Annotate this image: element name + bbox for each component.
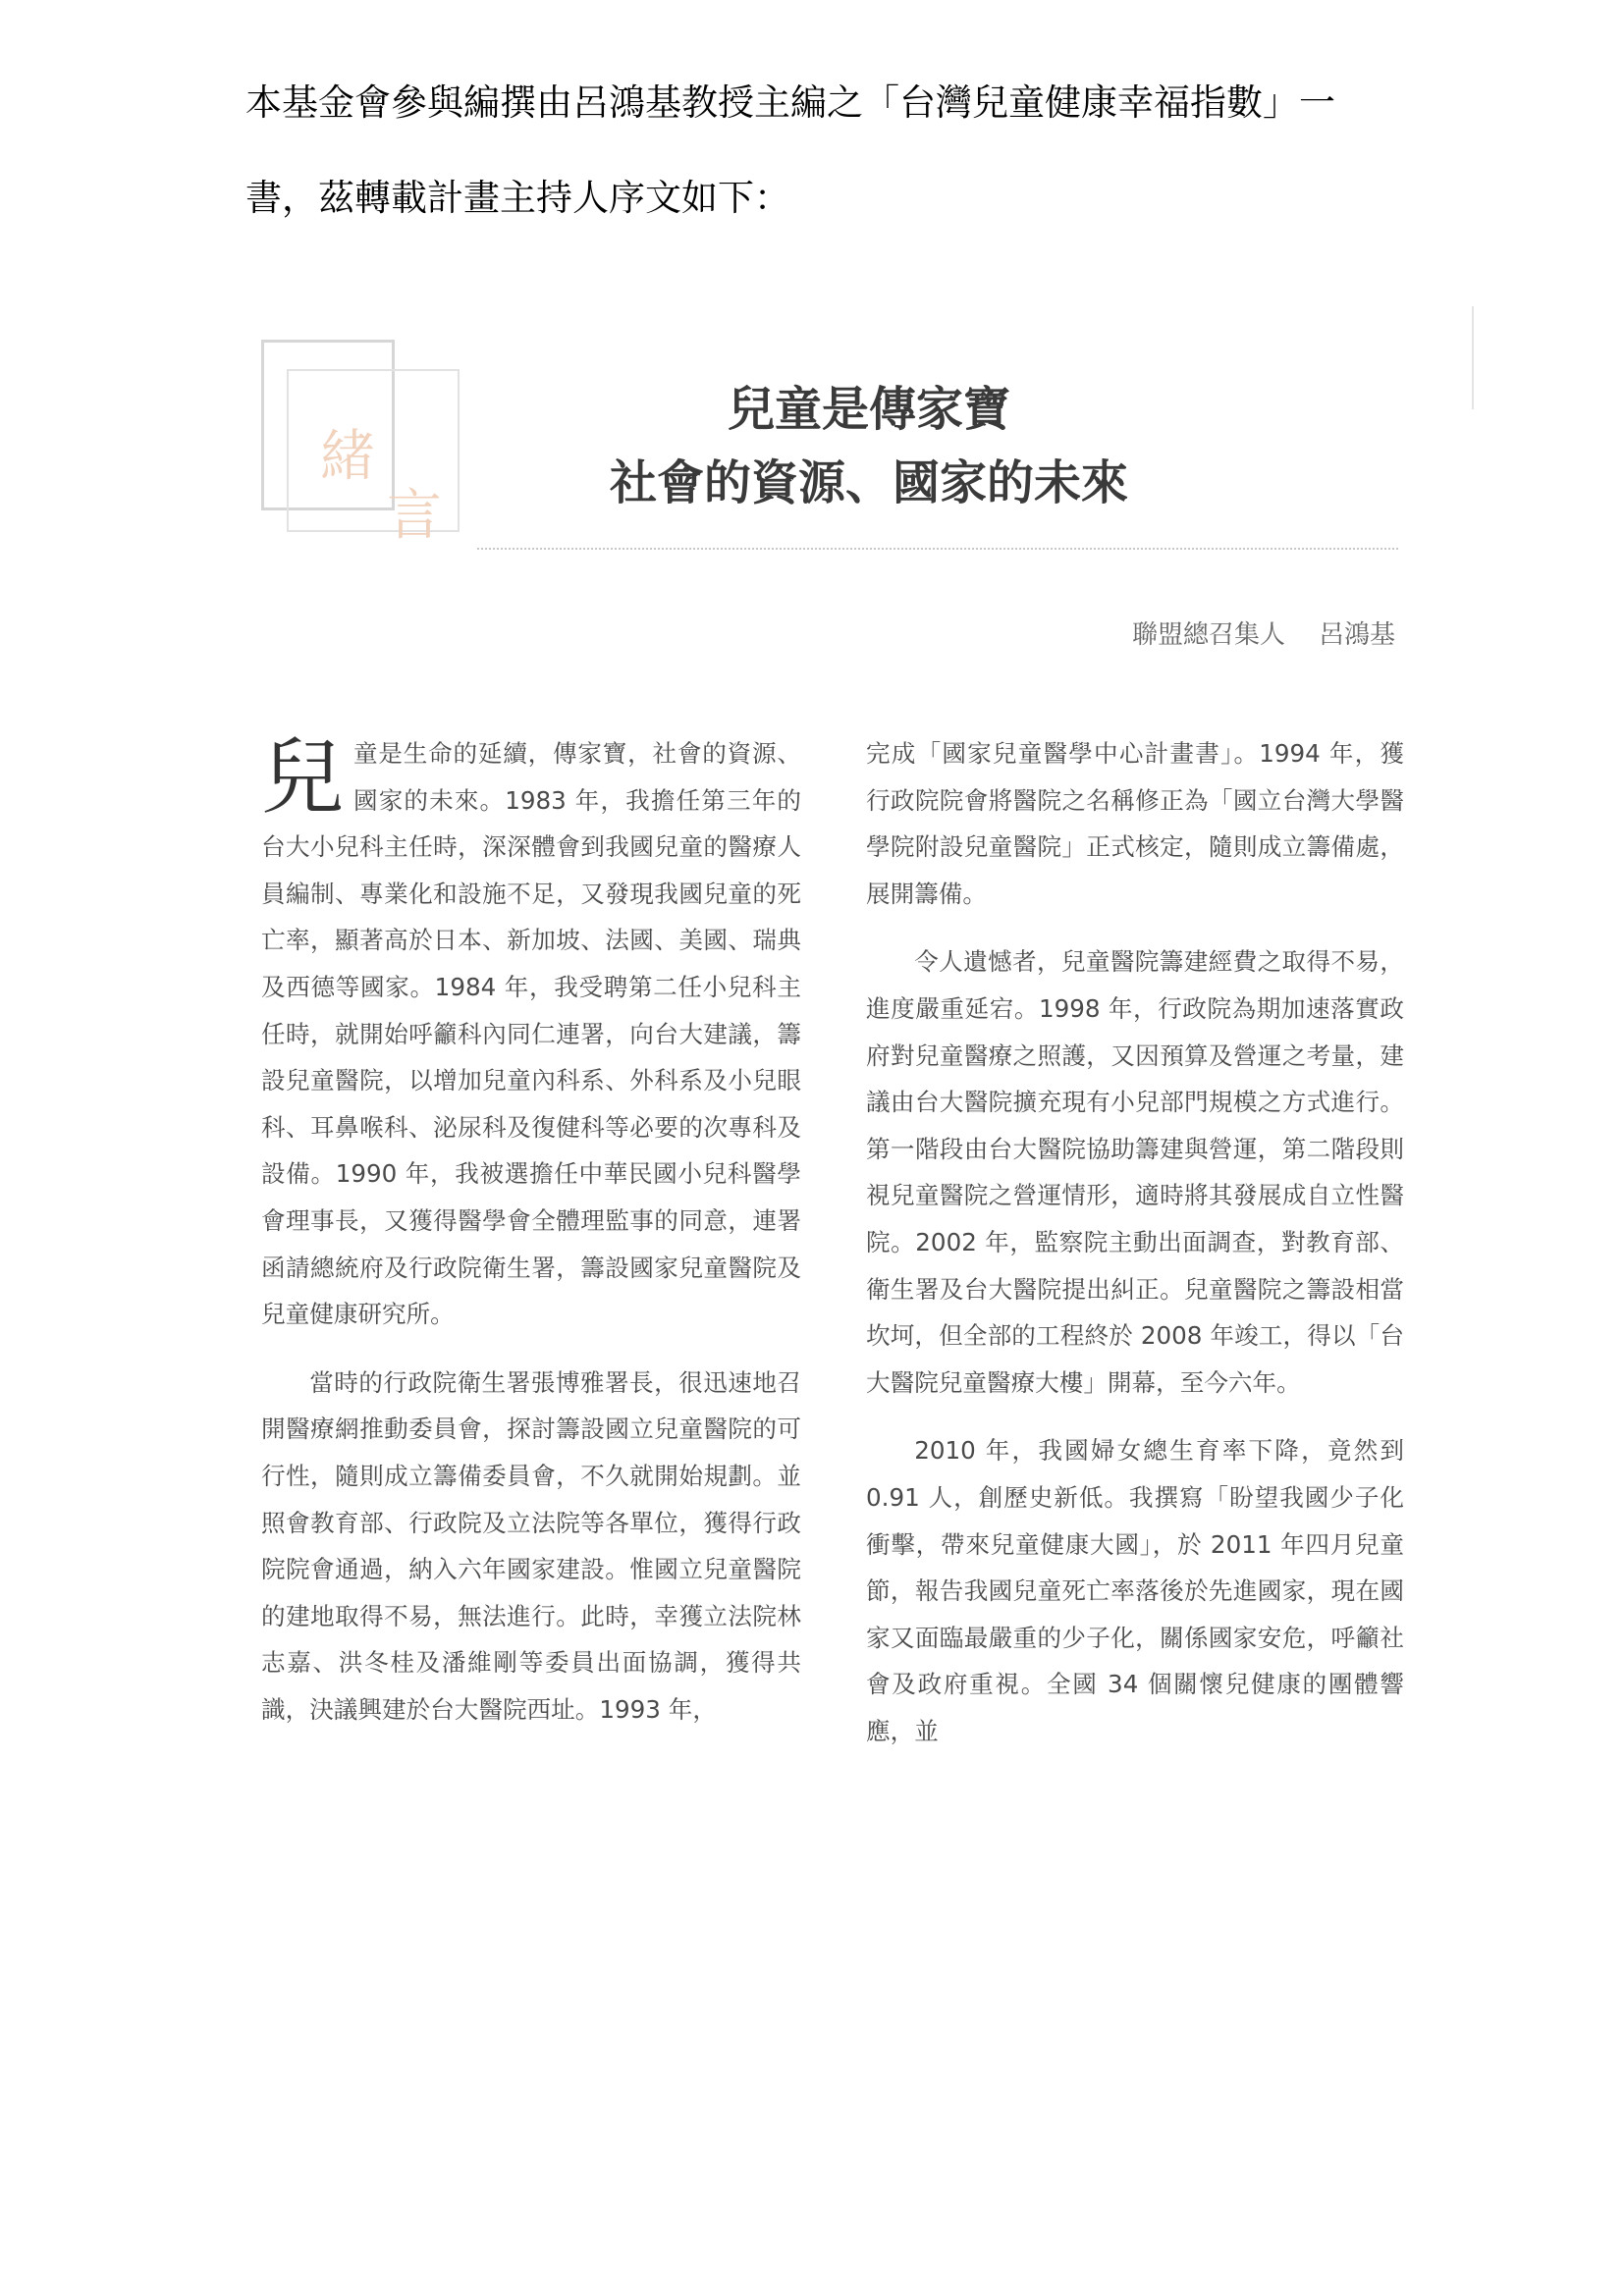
article-column-right — [866, 730, 1404, 1754]
author-name: 呂鴻基 — [1318, 620, 1395, 650]
ornament-char-1: 緒 — [320, 425, 375, 489]
paragraph: 2010 年，我國婦女總生育率下降，竟然到 0.91 人，創歷史新低。我撰寫「盼望我國少子化衝擊，帶來兒童健康大國」，於 2011 年四月兒童節，報告我國兒童死亡率落後於先進國家，現在國家又面臨最嚴重的少子化，關係國家安危，呼籲社會及政府重視。全國 34 個關懷兒健康的團體響應，並 — [866, 1436, 1404, 1745]
scan-edge-line — [1472, 306, 1474, 409]
author-role: 聯盟總召集人 — [1131, 620, 1285, 650]
paragraph — [261, 730, 801, 1338]
ornament-char-2: 言 — [387, 484, 442, 548]
intro-line-1: 本基金會參與編撰由呂鴻基教授主編之「台灣兒童健康幸福指數」一 — [245, 81, 1335, 124]
article-column-left — [261, 730, 801, 1733]
article-title-line-2: 社會的資源、國家的未來 — [609, 455, 1128, 510]
title-divider — [477, 548, 1398, 550]
article-title-line-1: 兒童是傳家寶 — [727, 382, 1010, 437]
paragraph-text: 童是生命的延續，傳家寶，社會的資源、國家的未來。1983 年，我擔任第三年的台大小兒科主任時，深深體會到我國兒童的醫療人員編制、專業化和設施不足，又發現我國兒童的死亡率，顯著高於日本、新加坡、法國、美國、瑞典及西德等國家。1984 年，我受聘第二任小兒科主任時，就開始呼籲科內同仁連署，向台大建議，籌設兒童醫院，以增加兒童內科系、外科系及小兒眼科、耳鼻喉科、泌尿科及復健科等必要的次專科及設備。1990 年，我被選擔任中華民國小兒科醫學會理事長，又獲得醫學會全體理監事的同意，連署函請總統府及行政院衛生署，籌設國家兒童醫院及兒童健康研究所。 — [261, 739, 801, 1329]
section-ornament — [261, 340, 458, 556]
drop-cap: 兒 — [261, 729, 345, 826]
author-byline — [1132, 614, 1395, 651]
paragraph: 當時的行政院衛生署張博雅署長，很迅速地召開醫療網推動委員會，探討籌設國立兒童醫院的可行性，隨則成立籌備委員會，不久就開始規劃。並照會教育部、行政院及立法院等各單位，獲得行政院院會通過，納入六年國家建設。惟國立兒童醫院的建地取得不易，無法進行。此時，幸獲立法院林志嘉、洪冬桂及潘維剛等委員出面協調，獲得共識，決議興建於台大醫院西址。1993 年， — [261, 1367, 801, 1724]
paragraph: 令人遺憾者，兒童醫院籌建經費之取得不易，進度嚴重延宕。1998 年，行政院為期加速落實政府對兒童醫療之照護，又因預算及營運之考量，建議由台大醫院擴充現有小兒部門規模之方式進行。第一階段由台大醫院協助籌建與營運，第二階段則視兒童醫院之營運情形，適時將其發展成自立性醫院。2002 年，監察院主動出面調查，對教育部、衛生署及台大醫院提出糾正。兒童醫院之籌設相當坎坷，但全部的工程終於 2008 年竣工，得以「台大醫院兒童醫療大樓」開幕，至今六年。 — [866, 947, 1404, 1397]
paragraph: 完成「國家兒童醫學中心計畫書」。1994 年，獲行政院院會將醫院之名稱修正為「國立台灣大學醫學院附設兒童醫院」正式核定，隨則成立籌備處，展開籌備。 — [866, 739, 1404, 908]
intro-line-2: 書，茲轉載計畫主持人序文如下： — [245, 177, 790, 219]
